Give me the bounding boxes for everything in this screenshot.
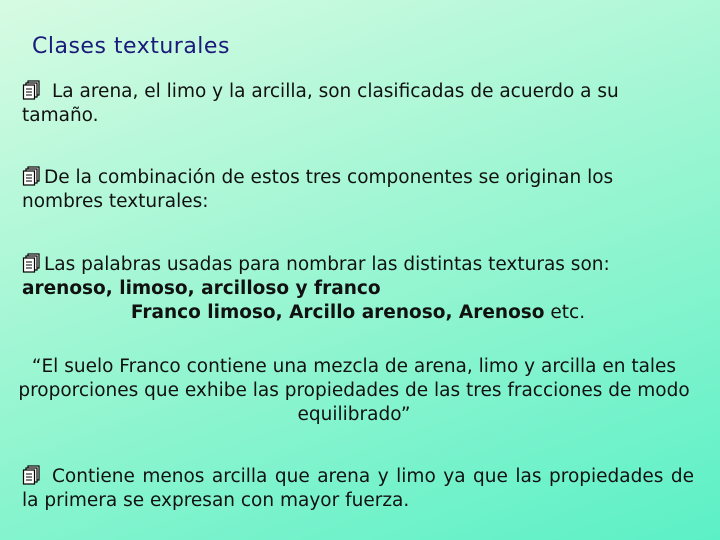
quote-franco-soil: “El suelo Franco contiene una mezcla de arena, limo y arcilla en tales proporciones que exhibe las propiedades de las tres fracciones de modo equilibrado” [18,356,690,425]
paragraph-text: De la combinación de estos tres componentes se originan los nombres texturales: [22,167,614,212]
slide-title: Clases texturales [32,34,230,59]
paragraph-size-classification [22,80,694,128]
notebook-icon [22,166,40,186]
texture-names-etc: etc. [544,302,586,323]
paragraph-text: Contiene menos arcilla que arena y limo ya que las propiedades de la primera se expresan con mayor fuerza. [22,466,694,511]
notebook-icon [22,465,40,485]
paragraph-text: Las palabras usadas para nombrar las distintas texturas son: [44,254,610,275]
paragraph-text: La arena, el limo y la arcilla, son clasificadas de acuerdo a su tamaño. [22,81,619,126]
paragraph-clay-less [22,465,694,513]
notebook-icon [22,253,40,273]
texture-names-bold: arenoso, limoso, arcilloso y franco [22,278,381,299]
texture-names-line-2 [22,301,694,325]
paragraph-texture-names [22,253,694,325]
paragraph-combination [22,166,694,214]
texture-names-bold-2: Franco limoso, Arcillo arenoso, Arenoso [130,302,545,323]
notebook-icon [22,80,40,100]
